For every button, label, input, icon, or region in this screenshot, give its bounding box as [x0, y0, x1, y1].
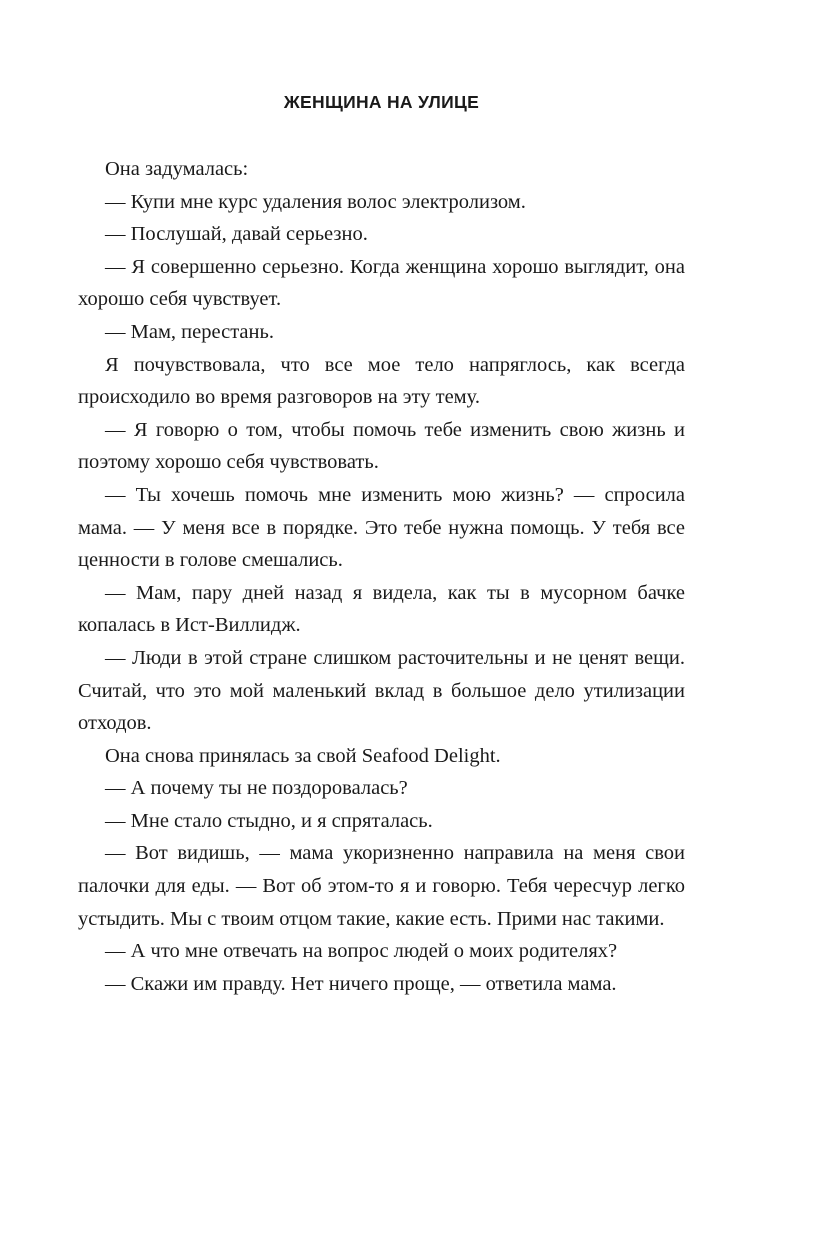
paragraph: — Вот видишь, — мама укоризненно направила на меня свои палочки для еды. — Вот об этом-то я и говорю. Тебя чересчур легко устыдить. Мы с твоим отцом такие, какие есть. Прими нас такими.	[78, 842, 685, 930]
paragraph: Я почувствовала, что все мое тело напряглось, как всегда происходило во время разговоров на эту тему.	[78, 353, 685, 409]
paragraph: — Купи мне курс удаления волос электролизом.	[105, 190, 526, 213]
book-page	[78, 0, 685, 1241]
paragraph: — Я говорю о том, чтобы помочь тебе изменить свою жизнь и поэтому хорошо себя чувствовать.	[78, 418, 685, 474]
paragraph: Она задумалась:	[105, 158, 249, 180]
paragraph: — Послушай, давай серьезно.	[105, 223, 368, 246]
body-text	[78, 153, 685, 1000]
paragraph: — Мам, пару дней назад я видела, как ты в мусорном бачке копалась в Ист-Виллидж.	[78, 581, 685, 637]
paragraph: Она снова принялась за свой Seafood Delight.	[105, 744, 501, 767]
paragraph: — Я совершенно серьезно. Когда женщина хорошо выглядит, она хорошо себя чувствует.	[78, 255, 685, 311]
paragraph: — Мне стало стыдно, и я спряталась.	[105, 809, 433, 832]
paragraph: — А почему ты не поздоровалась?	[105, 777, 408, 800]
paragraph: — Мам, перестань.	[105, 320, 274, 343]
paragraph: — Ты хочешь помочь мне изменить мою жизнь? — спросила мама. — У меня все в порядке. Это тебе нужна помощь. У тебя все ценности в голове смешались.	[78, 483, 685, 572]
paragraph: — Люди в этой стране слишком расточительны и не ценят вещи. Считай, что это мой маленький вклад в большое дело утилизации отходов.	[78, 646, 685, 735]
running-title: ЖЕНЩИНА НА УЛИЦЕ	[283, 92, 480, 112]
paragraph: — Скажи им правду. Нет ничего проще, — ответила мама.	[105, 972, 617, 995]
paragraph: — А что мне отвечать на вопрос людей о моих родителях?	[105, 940, 618, 963]
